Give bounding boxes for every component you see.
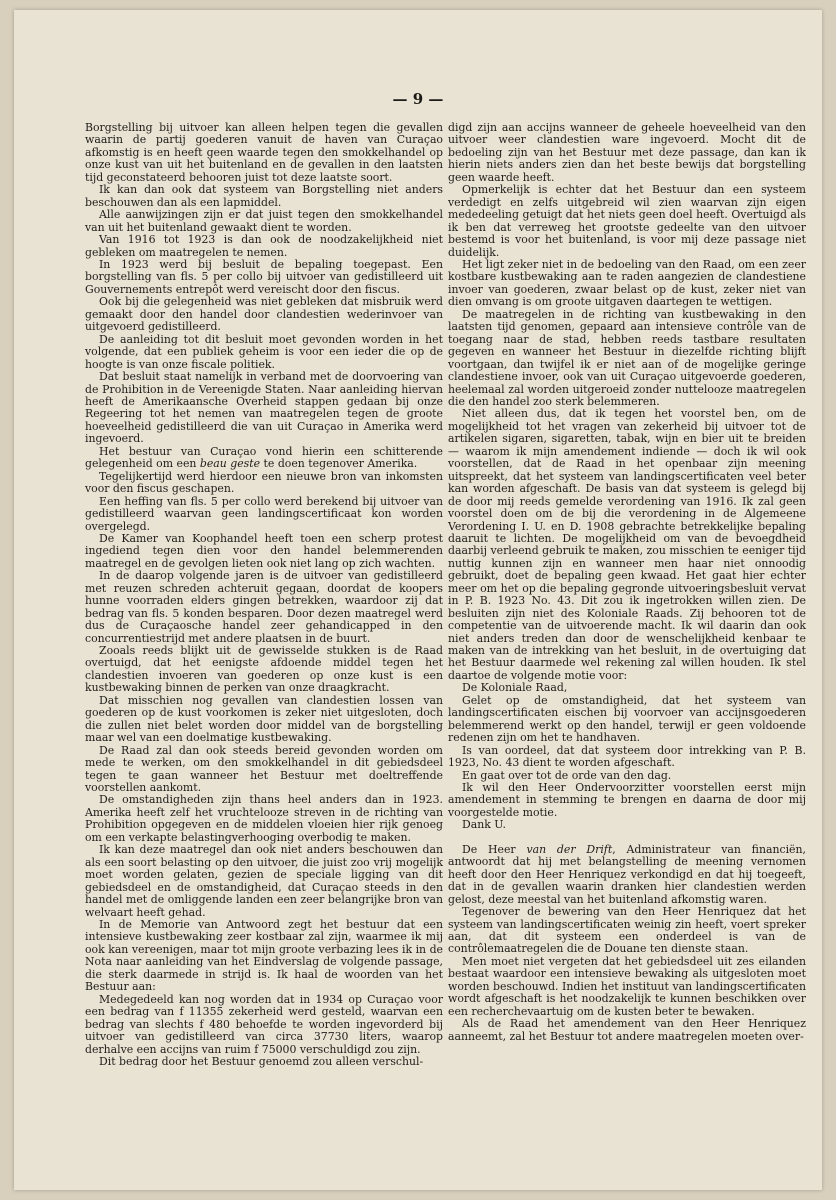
motion-heading: De Koloniale Raad, [462,681,568,695]
paragraph: Dat besluit staat namelijk in verband met de doorvoering van de Prohibition in de Vereenigde Staten. Naar aanleiding hiervan heeft de Amerikaansche Overheid stappen gedaan bij onze Regeering tot het nemen van maatregelen tegen de groote hoeveelheid gedistilleerd die van uit Curaçao in Amerika werd ingevoerd. [85,370,443,446]
paragraph: Opmerkelijk is echter dat het Bestuur dan een systeem verdedigt en zelfs uitgebreid wil zien waarvan zijn eigen mededeeling getuigt dat het niets geen doel heeft. Overtuigd als ik ben dat verreweg het grootste gedeelte van den uitvoer bestemd is voor het buitenland, is voor mij deze passage niet duidelijk. [448,183,806,259]
paragraph: In de Memorie van Antwoord zegt het bestuur dat een intensieve kustbewaking zeer kostbaar zal zijn, waarmee ik mij ook kan vereenigen, maar tot mijn groote verbazing lees ik in de Nota naar aanleiding van het Eindverslag de volgende passage, die sterk daarmede in strijd is. Ik haal de woorden van het Bestuur aan: [85,918,443,994]
left-column [85,122,443,1068]
right-column [448,122,806,1043]
page-number: — 9 — [392,90,444,108]
paragraph: Borgstelling bij uitvoer kan alleen helpen tegen die gevallen waarin de partij goederen vanuit de haven van Curaçao afkomstig is en heeft geen waarde tegen den smokkelhandel op onze kust van uit het buitenland en de gevallen in den laatsten tijd geconstateerd behooren juist tot deze laatste soort. [85,121,443,184]
italic-phrase: van der Drift [526,842,613,856]
paragraph: De Kamer van Koophandel heeft toen een scherp protest ingediend tegen dien voor den handel belemmerenden maatregel en de gevolgen lieten ook niet lang op zich wachten. [85,531,443,570]
paragraph: Men moet niet vergeten dat het gebiedsdeel uit zes eilanden bestaat waardoor een intensieve bewaking als uitgesloten moet worden beschouwd. Indien het instituut van landingscertificaten wordt afgeschaft is het noodzakelijk te kunnen beschikken over een recherchevaartuig om de kusten beter te bewaken. [448,954,806,1018]
quoted-paragraph: Medegedeeld kan nog worden dat in 1934 op Curaçao voor een bedrag van f 11355 zekerheid werd gesteld, waarvan een bedrag van slechts f 480 behoefde te worden ingevorderd bij uitvoer van gedistilleerd van circa 37730 liters, waarop derhalve een accijns van ruim f 75000 verschuldigd zou zijn. [85,992,443,1056]
document-page [14,10,822,1190]
paragraph: De maatregelen in de richting van kustbewaking in den laatsten tijd genomen, gepaard aan intensieve contrôle van de toegang naar de stad, hebben reeds tastbare resultaten gegeven en wanneer het Bestuur in diezelfde richting blijft voortgaan, dan twijfel ik er niet aan of de mogelijke geringe clandestiene invoer, ook van uit Curaçao uitgevoerde goederen, heelemaal zal worden uitgeroeid zonder nuttelooze maatregelen die den handel zoo sterk belemmeren. [448,307,806,408]
paragraph: Zooals reeds blijkt uit de gewisselde stukken is de Raad overtuigd, dat het eenigste afdoende middel tegen het clandestien invoeren van goederen op onze kust is een kustbewaking binnen de perken van onze draagkracht. [85,644,443,695]
paragraph: Ik kan deze maatregel dan ook niet anders beschouwen dan als een soort belasting op den uitvoer, die juist zoo vrij mogelijk moet worden gelaten, gezien de speciale ligging van dit gebiedsdeel en de omstandigheid, dat Curaçao steeds in den handel met de omliggende landen een zeer belangrijke bron van welvaart heeft gehad. [85,843,443,919]
paragraph: Het ligt zeker niet in de bedoeling van den Raad, om een zeer kostbare kustbewaking aan te raden aangezien de clandestiene invoer van goederen, zwaar belast op de kust, zeker niet van dien omvang is om groote uitgaven daartegen te wettigen. [448,257,806,309]
motion-paragraph: Is van oordeel, dat dat systeem door intrekking van P. B. 1923, No. 43 dient te worden afgeschaft. [448,743,806,770]
paragraph: De aanleiding tot dit besluit moet gevonden worden in het volgende, dat een publiek geheim is voor een ieder die op de hoogte is van onze fiscale politiek. [85,332,443,371]
paragraph: Dit bedrag door het Bestuur genoemd zou alleen verschul- [99,1054,424,1068]
paragraph: Tegenover de bewering van den Heer Henriquez dat het systeem van landingscertificaten weinig zin heeft, voert spreker aan, dat dit systeem een onderdeel is van de contrôlemaatregelen die de Douane ten dienste staan. [448,905,806,956]
paragraph: Alle aanwijzingen zijn er dat juist tegen den smokkelhandel van uit het buitenland gewaakt dient te worden. [85,208,443,234]
paragraph: In 1923 werd bij besluit de bepaling toegepast. Een borgstelling van fls. 5 per collo bij uitvoer van gedistilleerd uit Gouvernements entrepôt werd vereischt door den fiscus. [85,257,443,296]
motion-paragraph: En gaat over tot de orde van den dag. [462,768,672,782]
paragraph: Het bestuur van Curaçao vond hierin een schitterende gelegenheid om een beau geste te doen tegenover Amerika. [85,444,443,471]
paragraph: Tegelijkertijd werd hierdoor een nieuwe bron van inkomsten voor den fiscus geschapen. [85,469,443,496]
paragraph: Een heffing van fls. 5 per collo werd berekend bij uitvoer van gedistilleerd waarvan geen landingscertificaat kon worden overgelegd. [85,494,443,533]
paragraph: De Raad zal dan ook steeds bereid gevonden worden om mede te werken, om den smokkelhandel in dit gebiedsdeel tegen te gaan wanneer het Bestuur met doeltreffende voorstellen aankomt. [85,743,443,795]
paragraph: Ik kan dan ook dat systeem van Borgstelling niet anders beschouwen dan als een lapmiddel. [85,183,443,209]
paragraph: De omstandigheden zijn thans heel anders dan in 1923. Amerika heeft zelf het vruchtelooze streven in de richting van Prohibition opgegeven en de middelen vloeien hier rijk genoeg om een verkapte belastingverhooging overbodig te maken. [85,793,443,844]
paragraph: Als de Raad het amendement van den Heer Henriquez aanneemt, zal het Bestuur tot andere maatregelen moeten over- [448,1017,806,1043]
italic-phrase: beau geste [199,457,261,471]
paragraph: Van 1916 tot 1923 is dan ook de noodzakelijkheid niet gebleken om maatregelen te nemen. [85,233,443,259]
motion-paragraph: Gelet op de omstandigheid, dat het systeem van landingscertificaten eischen bij voorvoer van accijnsgoederen belemmerend werkt op den handel, terwijl er geen voldoende redenen zijn om het te handhaven. [448,693,806,745]
speaker-paragraph: De Heer van der Drift, Administrateur van financiën, antwoordt dat hij met belangstelling de meening vernomen heeft door den Heer Henriquez verkondigd en dat hij toegeeft, dat in de gevallen waarin dranken hier clandestien werden gelost, deze meestal van het buitenland afkomstig waren. [448,842,806,906]
paragraph: In de daarop volgende jaren is de uitvoer van gedistilleerd met reuzen schreden achteruit gegaan, doordat de koopers hunne voorraden elders gingen betrekken, waardoor zij dat bedrag van fls. 5 konden besparen. Door dezen maatregel werd dus de Curaçaosche handel zeer gehandicapped in den concurrentiestrijd met andere plaatsen in de buurt. [85,569,443,645]
paragraph: digd zijn aan accijns wanneer de geheele hoeveelheid van den uitvoer weer clandestien ware ingevoerd. Mocht dit de bedoeling zijn van het Bestuur met deze passage, dan kan ik hierin niets anders zien dan het beste bewijs dat borgstelling geen waarde heeft. [448,121,806,184]
paragraph: Dank U. [462,818,506,832]
paragraph: Ook bij die gelegenheid was niet gebleken dat misbruik werd gemaakt door den handel door clandestien wederinvoer van uitgevoerd gedistilleerd. [85,295,443,334]
paragraph: Ik wil den Heer Ondervoorzitter voorstellen eerst mijn amendement in stemming te brengen en daarna de door mij voorgestelde motie. [448,781,806,819]
paragraph: Dat misschien nog gevallen van clandestien lossen van goederen op de kust voorkomen is zeker niet uitgesloten, doch die zullen niet belet worden door middel van de borgstelling maar wel van een doelmatige kustbewaking. [85,693,443,745]
paragraph: Niet alleen dus, dat ik tegen het voorstel ben, om de mogelijkheid tot het vragen van zekerheid bij uitvoer tot de artikelen sigaren, sigaretten, tabak, wijn en bier uit te breiden — waarom ik mijn amendement indiende — doch ik wil ook voorstellen, dat de Raad in het openbaar zijn meening uitspreekt, dat het systeem van landingscertificaten veel beter kan worden afgeschaft. De basis van dat systeem is gelegd bij de door mij reeds gemelde verordening van 1916. Ik zal geen voorstel doen om de bij die verordening in de Algemeene Verordening I. U. en D. 1908 gebrachte betrekkelijke bepaling daaruit te lichten. De mogelijkheid om van de bevoegdheid daarbij verleend gebruik te maken, zou misschien te eeniger tijd nuttig kunnen zijn en wanneer men haar niet onnoodig gebruikt, doet de bepaling geen kwaad. Het gaat hier echter meer om het op die bepaling gegronde uitvoeringsbesluit vervat in P. B. 1923 No. 43. Dit zou ik ingetrokken willen zien. De besluiten zijn niet des Koloniale Raads. Zij behooren tot de competentie van de uitvoerende macht. Ik wil daarin dan ook niet anders treden dan door de wenschelijkheid kenbaar te maken van de intrekking van het besluit, in de overtuiging dat het Bestuur daarmede wel rekening zal willen houden. Ik stel daartoe de volgende motie voor: [448,407,806,682]
